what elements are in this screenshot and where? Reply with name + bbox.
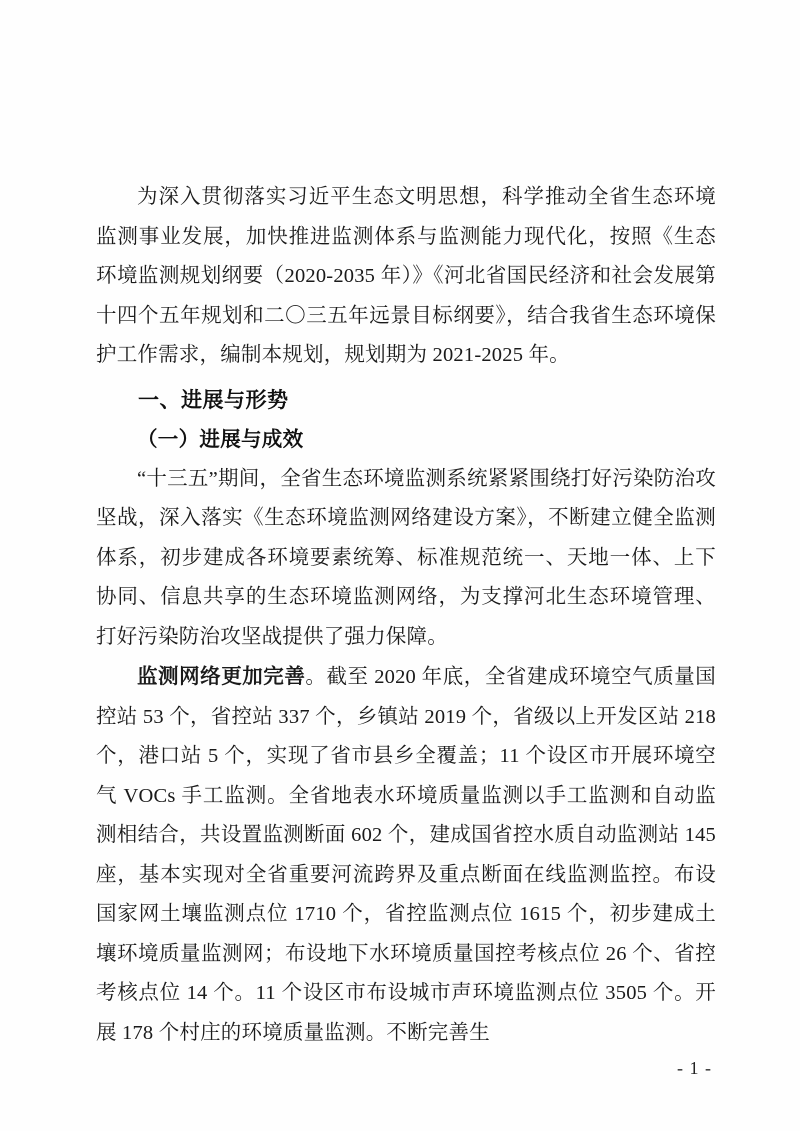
subsection-heading-progress-results: （一）进展与成效 xyxy=(137,428,304,451)
paragraph-monitoring-network xyxy=(96,658,716,1053)
paragraph-body-text: 。截至 2020 年底，全省建成环境空气质量国控站 53 个，省控站 337 个，乡镇站 2019 个，省级以上开发区站 218 个，港口站 5 个，实现了省市县乡全覆盖；11 个设区市开展环境空气 VOCs 手工监测。全省地表水环境质量监测以手工监测和自动监测相结合，共设置监测断面 602 个，建成国省控水质自动监测站 145 座，基本实现对全省重要河流跨界及重点断面在线监测监控。布设国家网土壤监测点位 1710 个，省控监测点位 1615 个，初步建成土壤环境质量监测网；布设地下水环境质量国控考核点位 26 个、省控考核点位 14 个。11 个设区市布设城市声环境监测点位 3505 个。开展 178 个村庄的环境质量监测。不断完善生 xyxy=(96,666,716,1044)
section-heading-progress-situation: 一、进展与形势 xyxy=(138,387,289,412)
paragraph-lead-bold: 监测网络更加完善 xyxy=(137,666,306,688)
page-content xyxy=(96,178,716,1054)
page-number: - 1 - xyxy=(677,1058,712,1078)
paragraph-intro: 为深入贯彻落实习近平生态文明思想，科学推动全省生态环境监测事业发展，加快推进监测体系与监测能力现代化，按照《生态环境监测规划纲要（2020-2035 年）》《河北省国民经济和社会发展第十四个五年规划和二〇三五年远景目标纲要》，结合我省生态环境保护工作需求，编制本规划，规划期为 2021-2025 年。 xyxy=(96,186,716,366)
paragraph-thirteenth-five-year: “十三五”期间，全省生态环境监测系统紧紧围绕打好污染防治攻坚战，深入落实《生态环境监测网络建设方案》，不断建立健全监测体系，初步建成各环境要素统筹、标准规范统一、天地一体、上下协同、信息共享的生态环境监测网络，为支撑河北生态环境管理、打好污染防治攻坚战提供了强力保障。 xyxy=(96,467,716,648)
